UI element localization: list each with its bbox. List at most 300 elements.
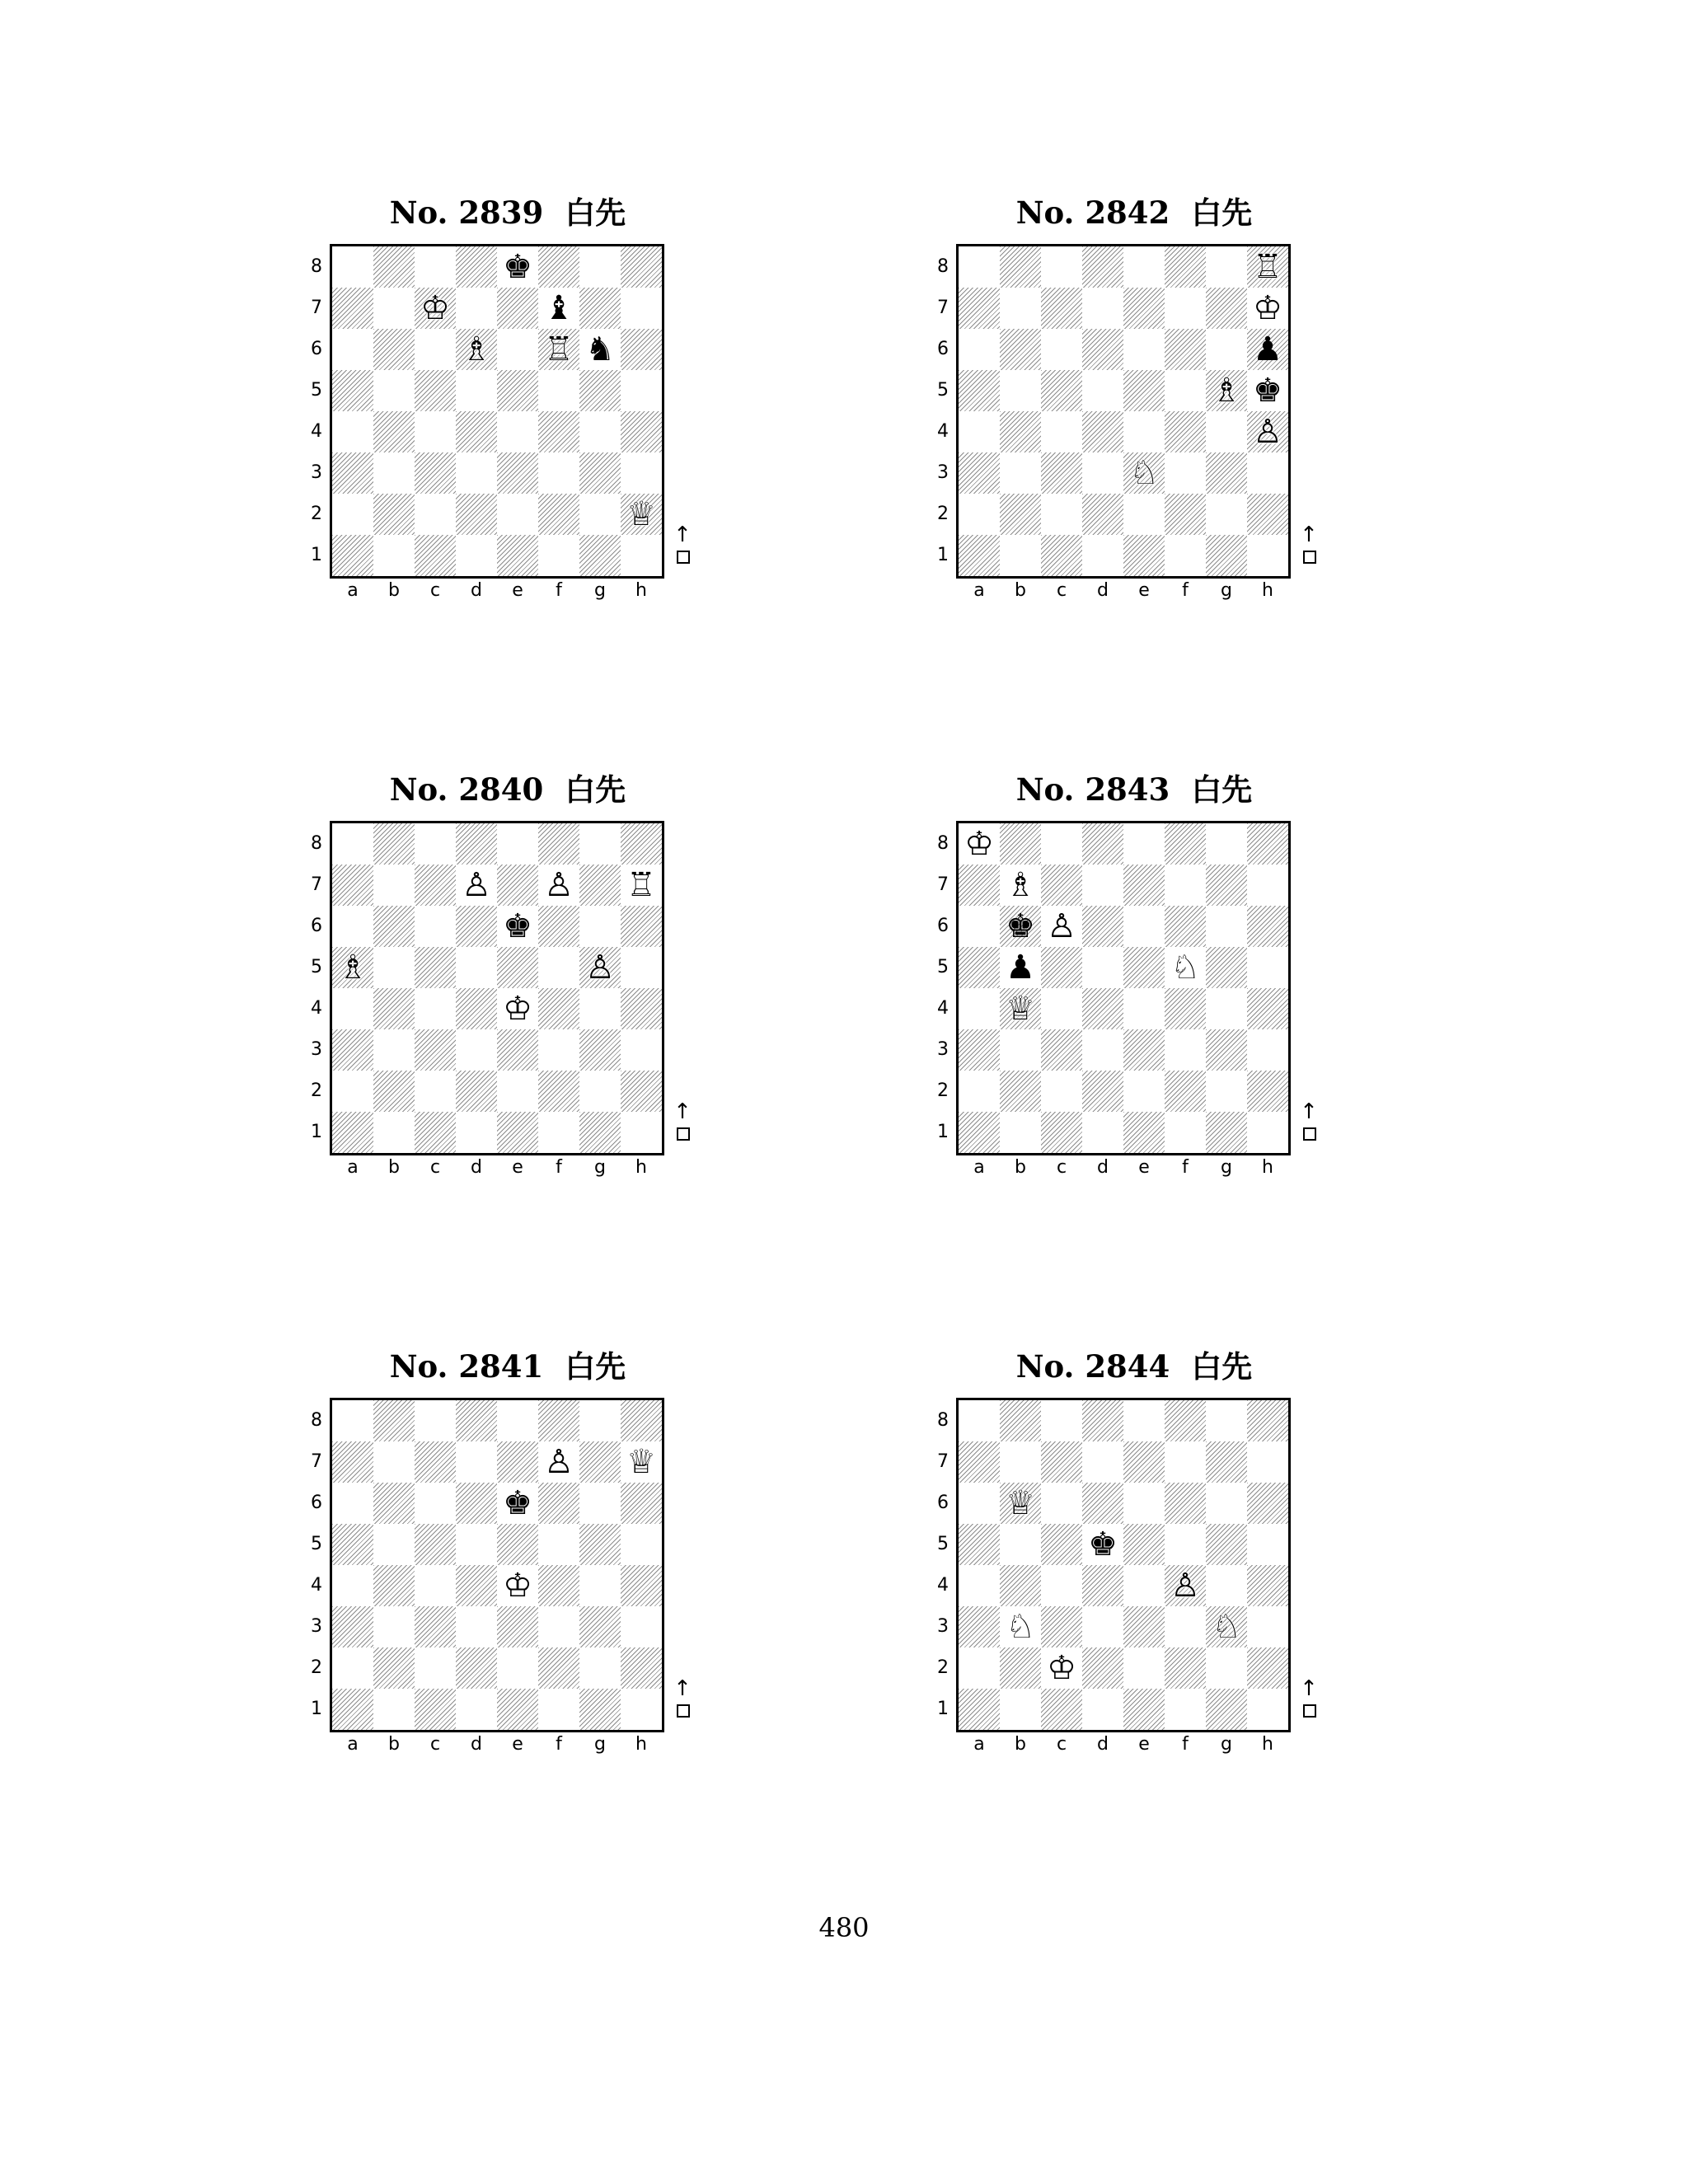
file-label: d — [1097, 1157, 1109, 1178]
rank-label: 6 — [311, 339, 322, 359]
square-h2 — [621, 494, 662, 535]
file-label: e — [512, 1734, 523, 1755]
rank-label: 3 — [937, 462, 949, 483]
file-label: h — [635, 580, 647, 601]
square-h6 — [621, 329, 662, 370]
white-king-icon: ♔ — [503, 1567, 532, 1605]
white-knight-icon: ♘ — [1129, 454, 1159, 492]
square-c2 — [1041, 1071, 1082, 1112]
rank-label: 2 — [311, 1080, 322, 1101]
square-a1 — [332, 1689, 373, 1730]
square-h1 — [1247, 1112, 1288, 1153]
square-e7 — [497, 288, 538, 329]
square-f7 — [538, 288, 579, 329]
square-b4 — [373, 988, 415, 1029]
square-a4 — [959, 988, 1000, 1029]
square-g7 — [1206, 288, 1247, 329]
file-label: b — [1015, 580, 1026, 601]
black-king-icon: ♚ — [503, 1484, 532, 1522]
square-f5 — [1165, 370, 1206, 411]
square-d3 — [1082, 452, 1123, 494]
square-f6 — [538, 906, 579, 947]
white-king-icon: ♔ — [1047, 1649, 1076, 1687]
square-d8 — [1082, 823, 1123, 865]
square-h6 — [621, 906, 662, 947]
square-c3 — [415, 452, 456, 494]
square-b2 — [373, 1071, 415, 1112]
square-d4 — [1082, 411, 1123, 452]
square-g3 — [1206, 1606, 1247, 1647]
square-b7 — [1000, 288, 1041, 329]
square-a2 — [959, 1647, 1000, 1689]
square-d8 — [456, 823, 497, 865]
square-c7 — [1041, 1441, 1082, 1483]
square-h6 — [1247, 906, 1288, 947]
square-c4 — [415, 411, 456, 452]
square-g2 — [579, 1647, 621, 1689]
file-label: c — [429, 1734, 441, 1755]
white-to-move-indicator — [673, 1101, 692, 1151]
square-g3 — [579, 1606, 621, 1647]
white-square-icon — [1303, 1127, 1316, 1141]
square-g5 — [579, 947, 621, 988]
square-b1 — [1000, 1689, 1041, 1730]
white-rook-icon: ♖ — [1253, 248, 1282, 286]
rank-label: 6 — [937, 916, 949, 936]
square-c7 — [415, 865, 456, 906]
black-knight-icon: ♞ — [585, 330, 615, 368]
rank-label: 8 — [937, 1410, 949, 1431]
square-a1 — [332, 1112, 373, 1153]
white-square-icon — [1303, 1704, 1316, 1718]
square-b7 — [373, 1441, 415, 1483]
chess-diagram — [293, 771, 706, 1233]
square-d6 — [456, 329, 497, 370]
square-c3 — [415, 1029, 456, 1071]
square-c5 — [1041, 1524, 1082, 1565]
file-label: h — [1262, 1157, 1273, 1178]
square-d6 — [1082, 1483, 1123, 1524]
square-a4 — [332, 988, 373, 1029]
square-g8 — [1206, 823, 1247, 865]
square-h3 — [1247, 1606, 1288, 1647]
square-d6 — [1082, 906, 1123, 947]
square-c6 — [415, 1483, 456, 1524]
rank-label: 1 — [937, 1699, 949, 1719]
square-g2 — [1206, 494, 1247, 535]
square-h4 — [621, 988, 662, 1029]
square-d7 — [1082, 288, 1123, 329]
square-f1 — [538, 535, 579, 576]
square-g7 — [579, 288, 621, 329]
square-b8 — [373, 246, 415, 288]
square-g7 — [1206, 1441, 1247, 1483]
square-h8 — [1247, 823, 1288, 865]
file-label: e — [512, 1157, 523, 1178]
rank-label: 8 — [937, 256, 949, 277]
square-f2 — [1165, 1071, 1206, 1112]
file-label: g — [594, 1157, 606, 1178]
square-e1 — [1123, 535, 1165, 576]
square-h8 — [621, 1400, 662, 1441]
square-f6 — [538, 329, 579, 370]
square-a7 — [332, 288, 373, 329]
square-d3 — [456, 1606, 497, 1647]
rank-label: 2 — [937, 1657, 949, 1678]
square-b2 — [1000, 1071, 1041, 1112]
square-f1 — [1165, 1689, 1206, 1730]
square-b2 — [373, 494, 415, 535]
square-g2 — [1206, 1071, 1247, 1112]
chess-diagram — [920, 771, 1332, 1233]
side-to-move-label: 白先 — [1191, 772, 1253, 808]
file-label: d — [471, 1157, 482, 1178]
square-c6 — [1041, 906, 1082, 947]
square-a5 — [332, 370, 373, 411]
up-arrow-icon: ↑ — [673, 1676, 692, 1701]
square-a2 — [332, 494, 373, 535]
square-c2 — [1041, 494, 1082, 535]
square-a6 — [959, 1483, 1000, 1524]
square-g1 — [1206, 1689, 1247, 1730]
rank-label: 3 — [311, 1616, 322, 1637]
square-a6 — [332, 906, 373, 947]
square-d8 — [1082, 246, 1123, 288]
square-b4 — [1000, 1565, 1041, 1606]
file-label: f — [1182, 1157, 1189, 1178]
square-b5 — [373, 370, 415, 411]
square-b4 — [1000, 411, 1041, 452]
square-a2 — [959, 494, 1000, 535]
white-bishop-icon: ♗ — [1212, 372, 1241, 410]
square-e8 — [497, 823, 538, 865]
square-a5 — [332, 1524, 373, 1565]
square-a4 — [959, 411, 1000, 452]
square-b3 — [373, 1606, 415, 1647]
file-label: h — [635, 1157, 647, 1178]
square-h1 — [1247, 535, 1288, 576]
problem-number: No. 2841 — [389, 1348, 544, 1385]
rank-label: 1 — [311, 1122, 322, 1142]
square-a6 — [959, 906, 1000, 947]
square-h2 — [621, 1647, 662, 1689]
square-h4 — [1247, 988, 1288, 1029]
square-f3 — [1165, 1606, 1206, 1647]
square-e1 — [1123, 1112, 1165, 1153]
square-a7 — [332, 865, 373, 906]
square-d6 — [456, 1483, 497, 1524]
file-label: c — [1056, 1734, 1067, 1755]
square-c7 — [415, 288, 456, 329]
square-e8 — [497, 1400, 538, 1441]
file-label: g — [1221, 1734, 1232, 1755]
file-label: f — [556, 580, 562, 601]
chess-board — [956, 1398, 1291, 1732]
square-h8 — [1247, 1400, 1288, 1441]
square-f1 — [538, 1112, 579, 1153]
rank-label: 3 — [311, 1039, 322, 1060]
square-h5 — [1247, 947, 1288, 988]
square-a8 — [332, 1400, 373, 1441]
square-c6 — [415, 329, 456, 370]
square-b7 — [373, 288, 415, 329]
file-label: e — [1138, 1734, 1150, 1755]
square-b7 — [1000, 865, 1041, 906]
file-label: a — [347, 580, 359, 601]
side-to-move-label: 白先 — [1191, 1349, 1253, 1385]
square-c4 — [415, 988, 456, 1029]
square-e4 — [497, 1565, 538, 1606]
file-label: h — [1262, 580, 1273, 601]
square-g5 — [1206, 1524, 1247, 1565]
square-b8 — [1000, 823, 1041, 865]
square-c5 — [415, 1524, 456, 1565]
square-g7 — [579, 865, 621, 906]
file-label: d — [471, 1734, 482, 1755]
square-b1 — [1000, 1112, 1041, 1153]
square-a5 — [332, 947, 373, 988]
square-c2 — [415, 494, 456, 535]
black-bishop-icon: ♝ — [544, 289, 574, 327]
square-f2 — [1165, 1647, 1206, 1689]
black-pawn-icon: ♟ — [1006, 949, 1035, 987]
rank-label: 4 — [311, 998, 322, 1019]
square-c8 — [415, 823, 456, 865]
square-d6 — [456, 906, 497, 947]
square-a3 — [959, 1606, 1000, 1647]
diagram-title — [969, 771, 1299, 808]
white-knight-icon: ♘ — [1212, 1608, 1241, 1646]
square-c5 — [415, 370, 456, 411]
diagram-title — [969, 194, 1299, 232]
square-d4 — [456, 988, 497, 1029]
square-a8 — [959, 1400, 1000, 1441]
square-h2 — [1247, 1647, 1288, 1689]
square-a7 — [959, 1441, 1000, 1483]
square-g1 — [579, 1689, 621, 1730]
square-f3 — [1165, 452, 1206, 494]
chess-board — [956, 244, 1291, 579]
square-e6 — [497, 329, 538, 370]
square-c4 — [1041, 988, 1082, 1029]
white-queen-icon: ♕ — [626, 495, 656, 533]
square-a6 — [332, 1483, 373, 1524]
file-label: f — [1182, 580, 1189, 601]
square-h5 — [621, 370, 662, 411]
square-a7 — [959, 865, 1000, 906]
square-b3 — [1000, 1029, 1041, 1071]
white-square-icon — [677, 1704, 690, 1718]
page-number: 480 — [818, 1912, 870, 1943]
square-e2 — [497, 494, 538, 535]
square-g5 — [579, 370, 621, 411]
black-king-icon: ♚ — [503, 907, 532, 945]
square-e7 — [497, 1441, 538, 1483]
rank-label: 8 — [311, 256, 322, 277]
square-b6 — [373, 329, 415, 370]
white-pawn-icon: ♙ — [585, 949, 615, 987]
square-g1 — [1206, 1112, 1247, 1153]
square-c1 — [415, 1689, 456, 1730]
file-label: e — [1138, 580, 1150, 601]
square-f2 — [538, 494, 579, 535]
square-b3 — [1000, 452, 1041, 494]
square-f8 — [1165, 1400, 1206, 1441]
square-e1 — [497, 1689, 538, 1730]
square-c1 — [415, 535, 456, 576]
square-g6 — [1206, 906, 1247, 947]
square-a2 — [332, 1647, 373, 1689]
diagram-title — [343, 194, 673, 232]
rank-label: 4 — [937, 1575, 949, 1596]
square-h2 — [621, 1071, 662, 1112]
rank-label: 1 — [311, 545, 322, 565]
white-square-icon — [677, 1127, 690, 1141]
square-a6 — [959, 329, 1000, 370]
white-king-icon: ♔ — [420, 289, 450, 327]
square-d3 — [456, 1029, 497, 1071]
square-g5 — [1206, 947, 1247, 988]
black-king-icon: ♚ — [503, 248, 532, 286]
square-g6 — [1206, 1483, 1247, 1524]
square-b4 — [373, 1565, 415, 1606]
square-h3 — [1247, 1029, 1288, 1071]
square-h5 — [1247, 1524, 1288, 1565]
white-pawn-icon: ♙ — [1253, 413, 1282, 451]
square-b6 — [373, 1483, 415, 1524]
square-d8 — [1082, 1400, 1123, 1441]
white-to-move-indicator — [1299, 524, 1319, 574]
problem-number: No. 2844 — [1015, 1348, 1170, 1385]
square-c5 — [1041, 947, 1082, 988]
file-label: f — [1182, 1734, 1189, 1755]
square-e3 — [1123, 1606, 1165, 1647]
square-g8 — [579, 1400, 621, 1441]
rank-label: 4 — [937, 421, 949, 442]
square-c7 — [1041, 288, 1082, 329]
square-f4 — [538, 988, 579, 1029]
rank-label: 1 — [311, 1699, 322, 1719]
file-label: d — [1097, 580, 1109, 601]
rank-label: 1 — [937, 1122, 949, 1142]
file-label: b — [388, 1157, 400, 1178]
square-c5 — [1041, 370, 1082, 411]
square-f1 — [538, 1689, 579, 1730]
square-f5 — [1165, 1524, 1206, 1565]
square-a1 — [332, 535, 373, 576]
file-label: g — [1221, 1157, 1232, 1178]
square-d2 — [456, 494, 497, 535]
square-a7 — [959, 288, 1000, 329]
file-label: c — [429, 1157, 441, 1178]
square-g3 — [1206, 452, 1247, 494]
black-king-icon: ♚ — [1006, 907, 1035, 945]
square-h7 — [1247, 865, 1288, 906]
white-king-icon: ♔ — [964, 825, 994, 863]
square-e5 — [497, 370, 538, 411]
square-f8 — [538, 1400, 579, 1441]
black-king-icon: ♚ — [1088, 1526, 1118, 1563]
rank-label: 8 — [937, 833, 949, 854]
file-label: f — [556, 1157, 562, 1178]
white-bishop-icon: ♗ — [338, 949, 368, 987]
square-h1 — [621, 1112, 662, 1153]
square-c2 — [1041, 1647, 1082, 1689]
rank-label: 5 — [311, 380, 322, 401]
square-e5 — [497, 1524, 538, 1565]
square-a3 — [332, 1606, 373, 1647]
square-h7 — [1247, 1441, 1288, 1483]
rank-label: 7 — [311, 1451, 322, 1472]
square-h4 — [621, 411, 662, 452]
square-d2 — [456, 1647, 497, 1689]
square-d7 — [456, 288, 497, 329]
rank-label: 6 — [937, 339, 949, 359]
square-e2 — [1123, 1647, 1165, 1689]
square-d4 — [1082, 988, 1123, 1029]
white-square-icon — [677, 551, 690, 564]
square-c8 — [415, 1400, 456, 1441]
square-b6 — [1000, 906, 1041, 947]
square-b3 — [1000, 1606, 1041, 1647]
square-d5 — [1082, 947, 1123, 988]
diagram-title — [343, 771, 673, 808]
square-h6 — [1247, 1483, 1288, 1524]
square-a2 — [959, 1071, 1000, 1112]
square-d5 — [1082, 1524, 1123, 1565]
square-f8 — [538, 823, 579, 865]
file-label: h — [635, 1734, 647, 1755]
square-f1 — [1165, 535, 1206, 576]
square-h8 — [1247, 246, 1288, 288]
square-d3 — [1082, 1606, 1123, 1647]
square-e6 — [497, 906, 538, 947]
rank-label: 5 — [311, 957, 322, 977]
square-c3 — [1041, 1029, 1082, 1071]
file-label: c — [1056, 580, 1067, 601]
square-g2 — [579, 494, 621, 535]
square-f8 — [538, 246, 579, 288]
square-e3 — [1123, 452, 1165, 494]
rank-label: 4 — [311, 421, 322, 442]
square-d8 — [456, 246, 497, 288]
square-f5 — [1165, 947, 1206, 988]
square-f6 — [1165, 329, 1206, 370]
square-g3 — [579, 452, 621, 494]
rank-label: 2 — [937, 1080, 949, 1101]
file-label: c — [429, 580, 441, 601]
file-label: d — [1097, 1734, 1109, 1755]
file-label: a — [973, 1157, 985, 1178]
square-g1 — [579, 1112, 621, 1153]
rank-label: 3 — [311, 462, 322, 483]
square-f3 — [1165, 1029, 1206, 1071]
square-e8 — [497, 246, 538, 288]
square-f5 — [538, 947, 579, 988]
square-d8 — [456, 1400, 497, 1441]
square-d4 — [1082, 1565, 1123, 1606]
white-square-icon — [1303, 551, 1316, 564]
square-h4 — [621, 1565, 662, 1606]
square-b8 — [373, 1400, 415, 1441]
square-c1 — [415, 1112, 456, 1153]
up-arrow-icon: ↑ — [673, 1099, 692, 1124]
square-d1 — [1082, 1689, 1123, 1730]
square-c8 — [415, 246, 456, 288]
white-to-move-indicator — [1299, 1101, 1319, 1151]
square-b5 — [1000, 370, 1041, 411]
square-f7 — [538, 865, 579, 906]
